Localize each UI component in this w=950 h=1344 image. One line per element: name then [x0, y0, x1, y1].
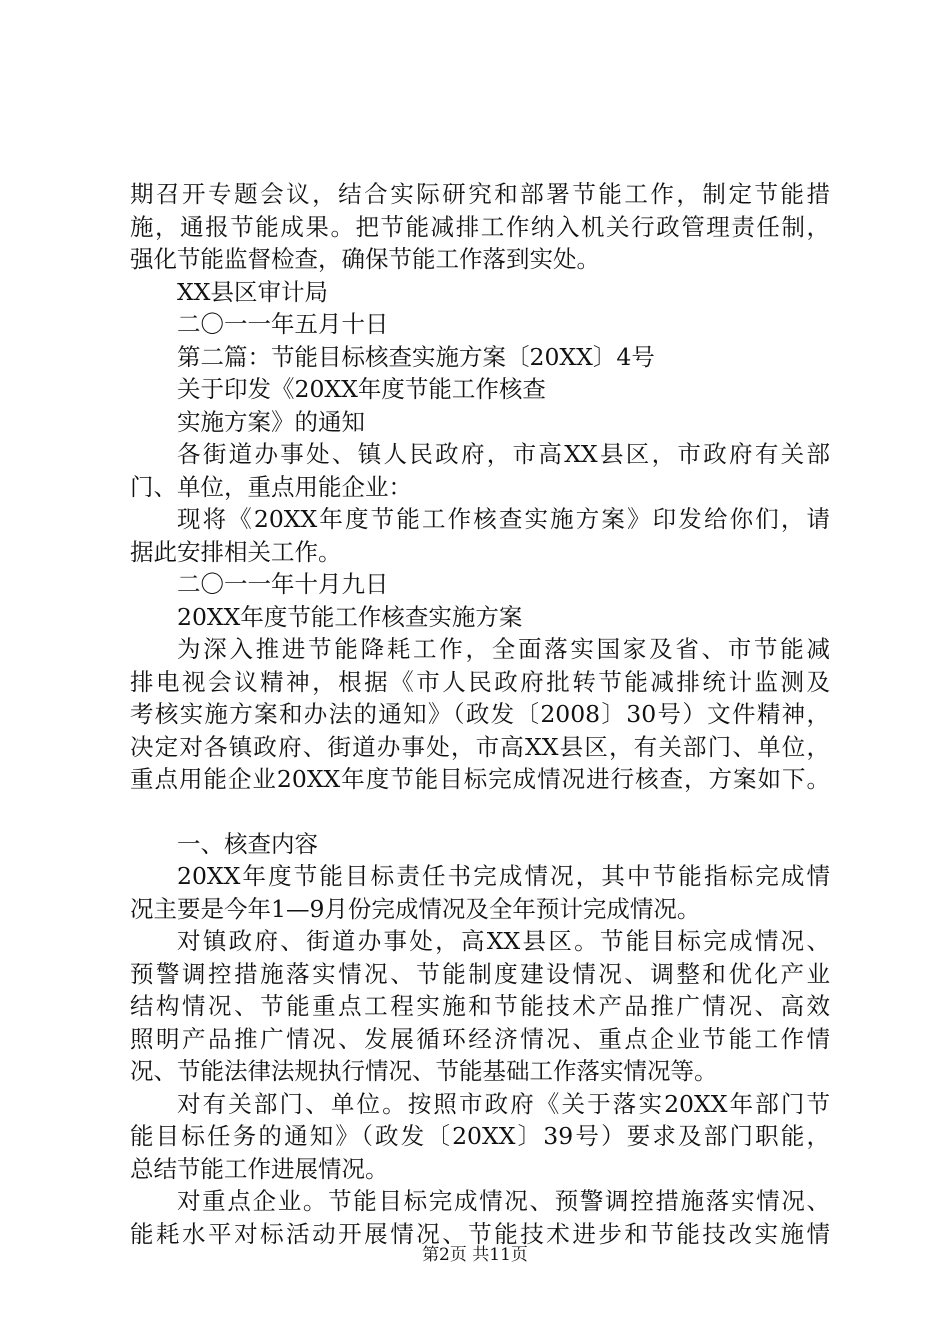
text-line: 对有关部门、单位。按照市政府《关于落实20XX年部门节 — [177, 1089, 830, 1118]
notice-title: 实施方案》的通知 — [177, 407, 365, 436]
text-line: 况、节能法律法规执行情况、节能基础工作落实情况等。 — [130, 1057, 718, 1085]
text-line: 况主要是今年1—9月份完成情况及全年预计完成情况。 — [130, 894, 701, 923]
text-line: 结构情况、节能重点工程实施和节能技术产品推广情况、高效 — [130, 992, 830, 1020]
text-line: 对重点企业。节能目标完成情况、预警调控措施落实情况、 — [177, 1187, 830, 1215]
section-heading: 一、核查内容 — [177, 829, 318, 858]
document-body — [130, 178, 830, 1250]
text-line: 据此安排相关工作。 — [130, 537, 342, 566]
text-line: 决定对各镇政府、街道办事处，市高XX县区，有关部门、单位， — [130, 732, 830, 761]
text-line: 施，通报节能成果。把节能减排工作纳入机关行政管理责任制， — [130, 212, 830, 241]
text-line: 能目标任务的通知》（政发〔20XX〕39号）要求及部门职能， — [130, 1122, 830, 1150]
text-line: 考核实施方案和办法的通知》（政发〔2008〕30号）文件精神， — [130, 700, 830, 728]
text-line: 照明产品推广情况、发展循环经济情况、重点企业节能工作情 — [130, 1024, 830, 1053]
text-line: 重点用能企业20XX年度节能目标完成情况进行核查，方案如下。 — [130, 765, 830, 793]
text-line: 各街道办事处、镇人民政府，市高XX县区，市政府有关部 — [177, 440, 830, 468]
text-line: 能耗水平对标活动开展情况、节能技术进步和节能技改实施情 — [130, 1219, 830, 1248]
section-heading: 第二篇：节能目标核查实施方案〔20XX〕4号 — [177, 342, 655, 371]
notice-title: 关于印发《20XX年度节能工作核查 — [177, 375, 546, 403]
text-line: 为深入推进节能降耗工作，全面落实国家及省、市节能减 — [177, 635, 830, 663]
paragraph-gap — [130, 796, 830, 828]
signature-date: 二〇一一年五月十日 — [177, 310, 389, 338]
text-line: 预警调控措施落实情况、节能制度建设情况、调整和优化产业 — [130, 959, 830, 988]
text-line: 门、单位，重点用能企业： — [130, 472, 412, 501]
plan-title: 20XX年度节能工作核查实施方案 — [177, 602, 523, 631]
text-line: 现将《20XX年度节能工作核查实施方案》印发给你们，请 — [177, 505, 830, 533]
text-line: 期召开专题会议，结合实际研究和部署节能工作，制定节能措 — [130, 180, 830, 208]
text-line: 排电视会议精神，根据《市人民政府批转节能减排统计监测及 — [130, 667, 830, 696]
text-line: 20XX年度节能目标责任书完成情况，其中节能指标完成情 — [177, 862, 830, 890]
signature-org: XX县区审计局 — [177, 277, 328, 306]
text-line: 总结节能工作进展情况。 — [130, 1154, 389, 1183]
page-number-footer: 第2页 共11页 — [422, 1245, 528, 1265]
text-line: 对镇政府、街道办事处，高XX县区。节能目标完成情况、 — [177, 927, 830, 955]
notice-date: 二〇一一年十月九日 — [177, 570, 389, 598]
text-line: 强化节能监督检查，确保节能工作落到实处。 — [130, 245, 600, 273]
